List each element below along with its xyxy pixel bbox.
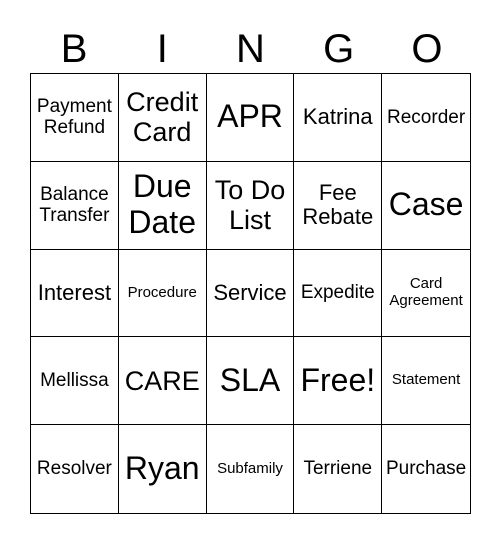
bingo-cell[interactable]: Payment Refund <box>31 74 119 162</box>
header-letter-o: O <box>411 27 443 71</box>
bingo-card-grid <box>30 73 471 514</box>
header-letter-n: N <box>236 27 265 71</box>
bingo-cell free-space-cell[interactable]: Free! <box>294 337 382 425</box>
header-letter-g: G <box>323 27 355 71</box>
bingo-cell[interactable]: Mellissa <box>31 337 119 425</box>
bingo-cell[interactable]: Procedure <box>119 250 207 338</box>
header-letter-i: I <box>156 27 168 71</box>
bingo-cell[interactable]: SLA <box>207 337 295 425</box>
bingo-cell[interactable]: To Do List <box>207 162 295 250</box>
bingo-cell[interactable]: Balance Transfer <box>31 162 119 250</box>
bingo-cell[interactable]: Due Date <box>119 162 207 250</box>
bingo-cell[interactable]: Case <box>382 162 470 250</box>
bingo-cell[interactable]: Recorder <box>382 74 470 162</box>
bingo-cell[interactable]: Katrina <box>294 74 382 162</box>
bingo-cell[interactable]: Interest <box>31 250 119 338</box>
bingo-cell[interactable]: APR <box>207 74 295 162</box>
bingo-cell[interactable]: CARE <box>119 337 207 425</box>
bingo-cell[interactable]: Expedite <box>294 250 382 338</box>
bingo-cell[interactable]: Statement <box>382 337 470 425</box>
bingo-cell[interactable]: Credit Card <box>119 74 207 162</box>
bingo-cell[interactable]: Card Agreement <box>382 250 470 338</box>
bingo-cell[interactable]: Terriene <box>294 425 382 513</box>
bingo-cell[interactable]: Purchase <box>385 458 467 480</box>
bingo-cell[interactable]: Subfamily <box>207 425 295 513</box>
bingo-cell[interactable]: Service <box>207 250 295 338</box>
header-letter-b: B <box>60 27 88 71</box>
bingo-cell[interactable]: Fee Rebate <box>294 162 382 250</box>
bingo-header <box>30 26 471 72</box>
bingo-cell[interactable]: Resolver <box>31 425 119 513</box>
bingo-cell[interactable]: Ryan <box>119 425 207 513</box>
